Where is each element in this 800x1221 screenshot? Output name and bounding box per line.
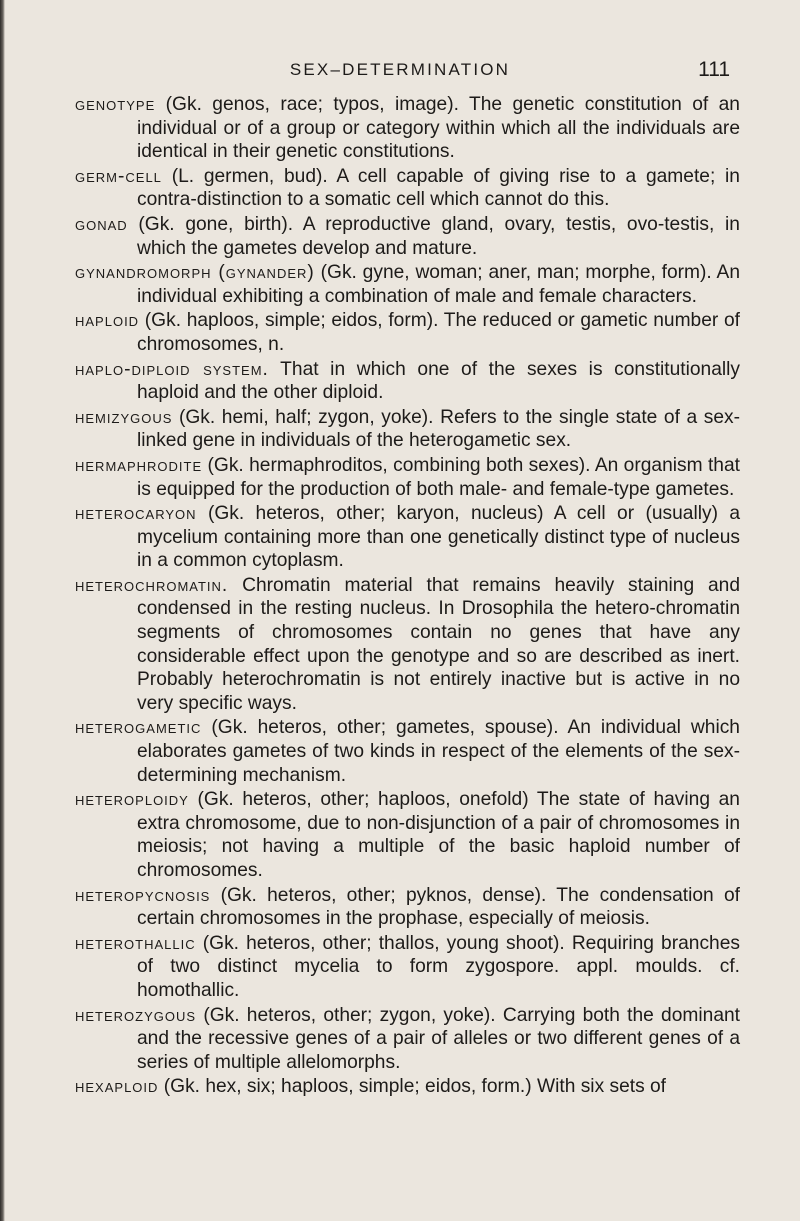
definition: With six sets of bbox=[537, 1076, 667, 1098]
etymology: (Gk. gone, birth). bbox=[138, 213, 294, 235]
entry-heterochromatin bbox=[75, 574, 740, 716]
entry-gonad bbox=[75, 213, 740, 260]
headword: gonad bbox=[75, 213, 128, 235]
headword: genotype bbox=[75, 94, 156, 115]
definition: The condensation of certain chromosomes in the prophase, especially of meiosis. bbox=[137, 884, 740, 930]
page-number: 111 bbox=[698, 58, 730, 81]
glossary-entries bbox=[75, 93, 740, 1100]
definition: The reduced or gametic number of chromosomes, n. bbox=[137, 310, 740, 355]
definition: An individual which elaborates gametes of two kinds in respect of the elements of the sex-determining mechanism. bbox=[137, 717, 740, 786]
entry-heterozygous bbox=[75, 1004, 740, 1075]
etymology: (Gk. gyne, woman; aner, man; morphe, form). bbox=[320, 262, 712, 284]
etymology: (Gk. heteros, other; karyon, nucleus) bbox=[207, 503, 544, 525]
etymology: (Gk. hermaphroditos, combining both sexes). bbox=[207, 454, 591, 476]
headword: heterochromatin. bbox=[75, 574, 229, 596]
etymology: (Gk. heteros, other; gametes, spouse). bbox=[211, 717, 559, 739]
definition: An individual exhibiting a combination of male and female characters. bbox=[137, 262, 740, 307]
headword: heterocaryon bbox=[75, 503, 197, 525]
entry-heteroploidy bbox=[75, 788, 740, 882]
headword: heterogametic bbox=[75, 717, 202, 739]
definition: Chromatin material that remains heavily staining and condensed in the resting nucleus. In Drosophila the hetero-chromatin segments of chromosomes contain no genes that have any considerable effect upon the genotype and so are described as inert. Probably heterochromatin is not entirely inactive but is active in no very specific ways. bbox=[137, 574, 740, 714]
definition: The genetic constitution of an individual or of a group or category within which all the individuals are identical in their genetic constitutions. bbox=[137, 94, 740, 163]
entry-heterocaryon bbox=[75, 502, 740, 573]
etymology: (Gk. heteros, other; pyknos, dense). bbox=[220, 884, 547, 906]
entry-heterogametic bbox=[75, 716, 740, 787]
definition: The state of having an extra chromosome, due to non-disjunction of a pair of chromosomes in meiosis; not having a multiple of the basic haploid number of chromosomes. bbox=[137, 789, 740, 881]
entry-germ-cell bbox=[75, 165, 740, 212]
definition: Carrying both the dominant and the recessive genes of a pair of alleles or two different genes of a series of multiple allelomorphs. bbox=[137, 1004, 740, 1073]
page-header bbox=[0, 60, 800, 88]
headword: haplo-diploid system. bbox=[75, 358, 269, 380]
definition: Refers to the single state of a sex-linked gene in individuals of the heterogametic sex. bbox=[137, 406, 740, 452]
definition: A reproductive gland, ovary, testis, ovo-testis, in which the gametes develop and mature. bbox=[137, 213, 740, 259]
definition: Requiring branches of two distinct mycelia to form zygospore. appl. moulds. cf. homothallic. bbox=[137, 932, 740, 1001]
etymology: (Gk. genos, race; typos, image). bbox=[165, 94, 459, 115]
definition: A cell capable of giving rise to a gamete; in contra-distinction to a somatic cell which cannot do this. bbox=[137, 165, 740, 211]
entry-haploid bbox=[75, 309, 740, 356]
definition: That in which one of the sexes is constitutionally haploid and the other diploid. bbox=[137, 358, 741, 404]
etymology: (Gk. heteros, other; zygon, yoke). bbox=[203, 1004, 496, 1026]
entry-gynandromorph bbox=[75, 261, 740, 308]
entry-hermaphrodite bbox=[75, 454, 740, 501]
entry-hexaploid bbox=[75, 1075, 740, 1099]
running-head: SEX–DETERMINATION bbox=[289, 60, 511, 79]
entry-haplo-diploid-system bbox=[75, 358, 740, 405]
entry-heterothallic bbox=[75, 932, 740, 1003]
headword: hermaphrodite bbox=[75, 454, 203, 476]
binding-edge bbox=[0, 0, 5, 1221]
definition: A cell or (usually) a mycelium containing more than one genetically distinct type of nucleus in a common cytoplasm. bbox=[137, 503, 740, 572]
entry-heteropycnosis bbox=[75, 884, 740, 931]
etymology: (L. germen, bud). bbox=[171, 165, 328, 187]
headword: gynandromorph (gynander) bbox=[75, 262, 315, 284]
headword: hexaploid bbox=[75, 1076, 159, 1098]
headword: heterozygous bbox=[75, 1004, 197, 1026]
etymology: (Gk. hemi, half; zygon, yoke). bbox=[178, 406, 434, 428]
headword: heterothallic bbox=[75, 932, 196, 954]
entry-genotype bbox=[75, 93, 740, 164]
etymology: (Gk. haploos, simple; eidos, form). bbox=[144, 310, 439, 332]
headword: heteroploidy bbox=[75, 789, 189, 811]
etymology: (Gk. heteros, other; thallos, young shoot). bbox=[202, 932, 565, 954]
headword: haploid bbox=[75, 310, 140, 332]
etymology: (Gk. heteros, other; haploos, onefold) bbox=[197, 789, 529, 811]
definition: An organism that is equipped for the production of both male- and female-type gametes. bbox=[137, 454, 740, 500]
headword: germ-cell bbox=[75, 165, 162, 187]
headword: heteropycnosis bbox=[75, 884, 211, 906]
entry-hemizygous bbox=[75, 406, 740, 453]
etymology: (Gk. hex, six; haploos, simple; eidos, form.) bbox=[163, 1076, 532, 1098]
headword: hemizygous bbox=[75, 406, 173, 428]
